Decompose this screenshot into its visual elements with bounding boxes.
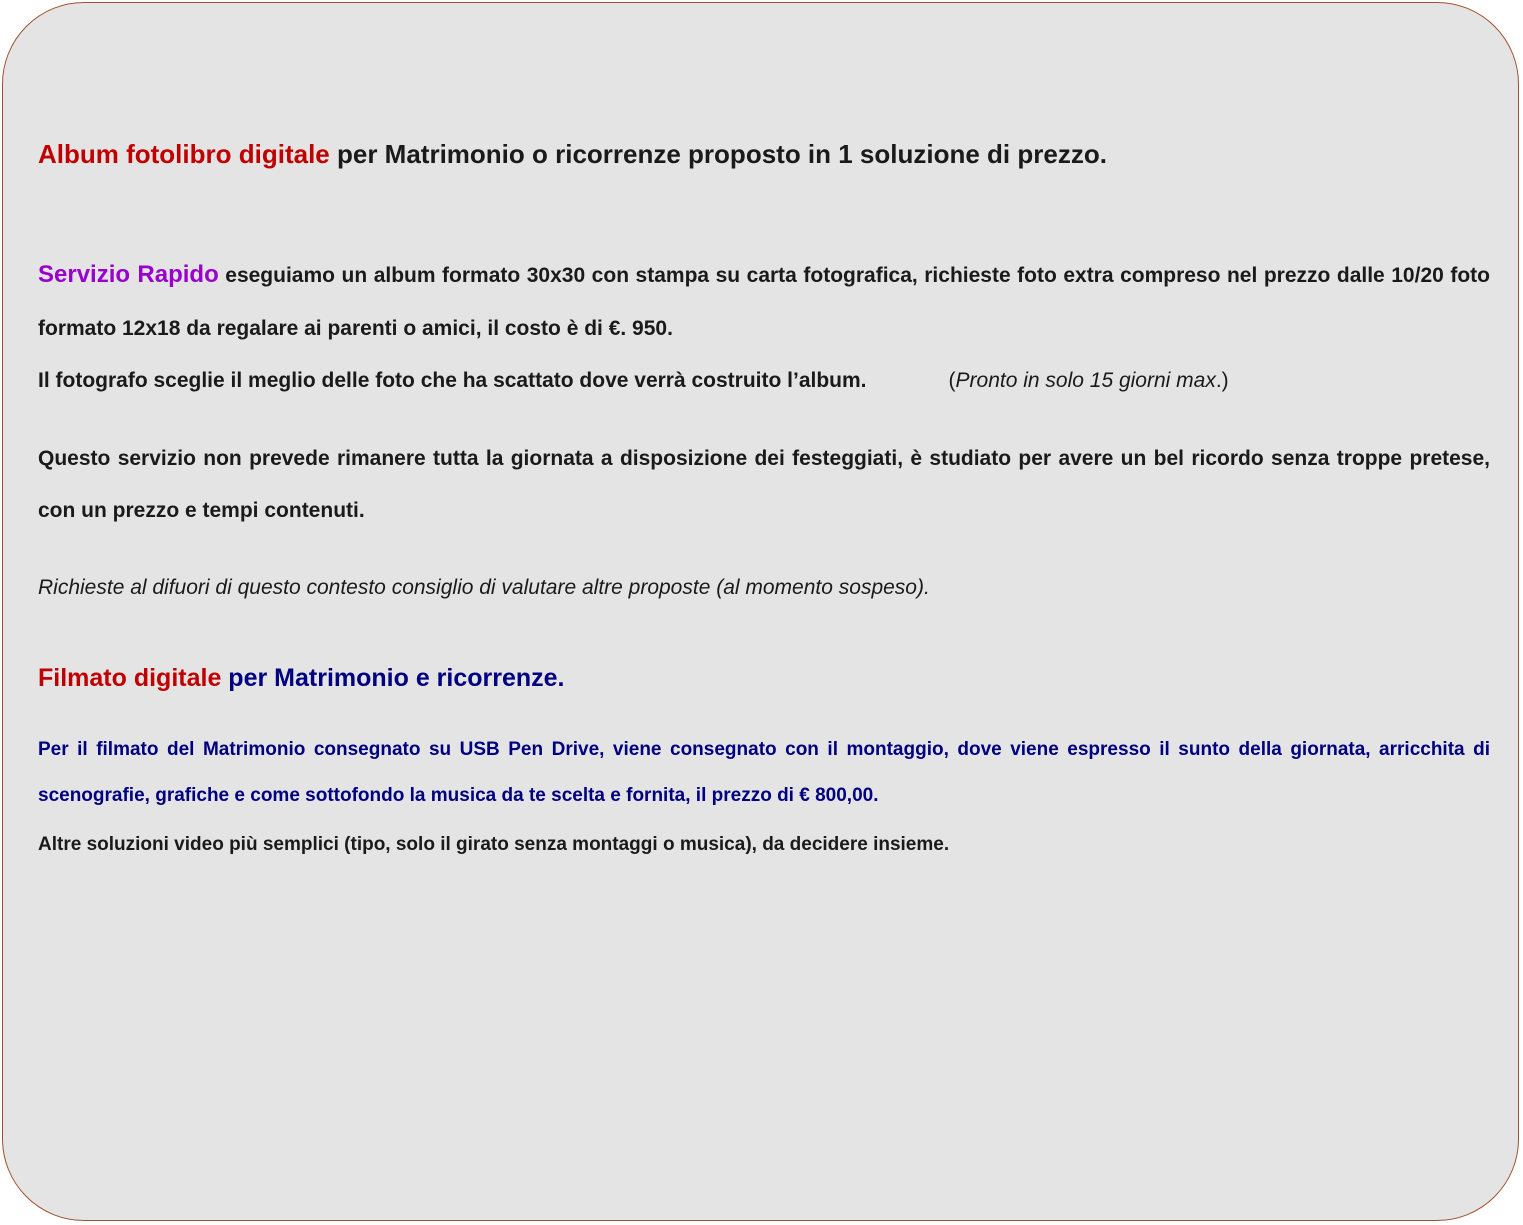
pronto-note-italic: Pronto in solo 15 giorni max [955,369,1216,392]
altre-soluzioni-paragraph: Altre soluzioni video più semplici (tipo, solo il girato senza montaggi o musica), da decidere insieme. [38,834,950,855]
filmato-title-highlight: Filmato digitale [38,664,222,692]
servizio-rapido-text: eseguiamo un album formato 30x30 con stampa su carta fotografica, richieste foto extra compreso nel prezzo dalle 10/20 foto formato 12x18 da regalare ai parenti o amici, il costo è di €. 950. [38,264,1490,340]
album-title [38,139,1490,170]
richieste-paragraph: Richieste al difuori di questo contesto consiglio di valutare altre proposte (al momento sospeso). [38,576,930,599]
servizio-paragraph: Questo servizio non prevede rimanere tutta la giornata a disposizione dei festeggiati, è studiato per avere un bel ricordo senza troppe pretese, con un prezzo e tempi contenuti. [38,447,1490,522]
pronto-note-close: .) [1215,369,1229,392]
fotografo-paragraph [38,369,1490,393]
album-title-rest: per Matrimonio o ricorrenze proposto in 1 soluzione di prezzo. [329,139,1107,169]
pronto-note-open: ( [948,369,956,392]
filmato-title-rest: per Matrimonio e ricorrenze. [221,664,565,692]
servizio-rapido-label: Servizio Rapido [38,261,219,288]
filmato-title [38,664,1490,693]
fotografo-text: Il fotografo sceglie il meglio delle foto che ha scattato dove verrà costruito l’album. [38,369,867,392]
pronto-note [949,369,1229,392]
album-title-highlight: Album fotolibro digitale [38,139,330,169]
rounded-text-box [2,2,1519,1221]
servizio-rapido-paragraph [38,248,1490,355]
filmato-paragraph: Per il filmato del Matrimonio consegnato su USB Pen Drive, viene consegnato con il montaggio, dove viene espresso il sunto della giornata, arricchita di scenografie, grafiche e come sottofondo la musica da te scelta e fornita, il prezzo di € 800,00. [38,739,1490,806]
